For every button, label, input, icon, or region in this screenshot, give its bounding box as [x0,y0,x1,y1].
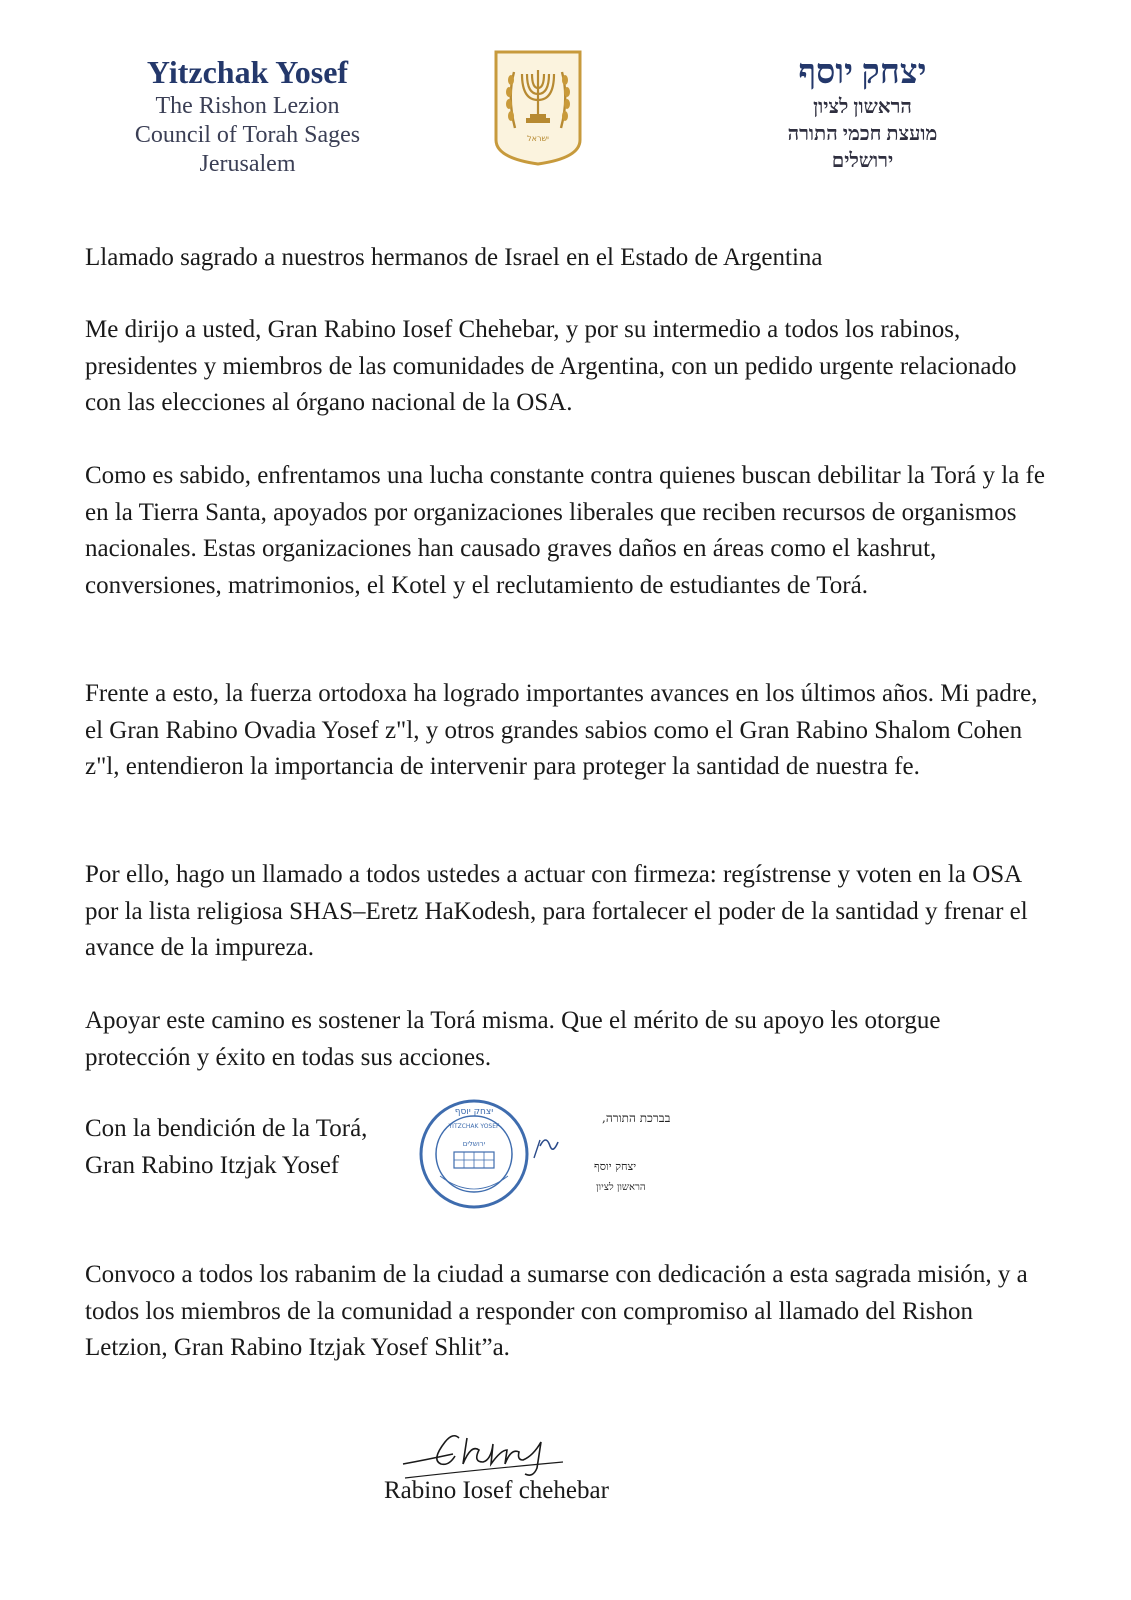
paragraph-3: Frente a esto, la fuerza ortodoxa ha logrado importantes avances en los últimos años. Mi padre, el Gran Rabino Ovadia Yosef z"l, y otros grandes sabios como el Gran Rabino Shalom Cohen z"l, entendieron la importancia de intervenir para proteger la santidad de nuestra fe. [85,680,1038,780]
letterhead-council-hebrew: מועצת חכמי התורה [787,123,938,145]
menorah-emblem-icon [492,48,584,166]
svg-text:יצחק יוסף: יצחק יוסף [454,1107,494,1117]
svg-text:יצחק יוסף: יצחק יוסף [594,1160,637,1173]
paragraph-1: Me dirijo a usted, Gran Rabino Iosef Chehebar, y por su intermedio a todos los rabinos, presidentes y miembros de las comunidades de Argentina, con un pedido urgente relacionado con las elecciones al órgano nacional de la OSA. [85,316,1017,416]
signer-name: Rabino Iosef chehebar [384,1477,609,1504]
svg-text:הראשון לציון: הראשון לציון [596,1182,646,1193]
handwritten-blessing-icon [512,1108,671,1204]
closing [85,1111,367,1184]
closing-name: Gran Rabino Itzjak Yosef [85,1151,340,1179]
letterhead-hebrew [755,52,970,175]
svg-text:ירושלים: ירושלים [462,1140,486,1148]
letter-title: Llamado sagrado a nuestros hermanos de Israel en el Estado de Argentina [85,244,823,271]
letterhead-council: Council of Torah Sages [134,122,361,148]
paragraph-5: Apoyar este camino es sostener la Torá misma. Que el mérito de su apoyo les otorgue protección y éxito en todas sus acciones. [85,1007,941,1071]
letterhead-title-hebrew: הראשון לציון [813,96,912,118]
paragraph-2: Como es sabido, enfrentamos una lucha constante contra quienes buscan debilitar la Torá y la fe en la Tierra Santa, apoyados por organizaciones liberales que reciben recursos de organismos nacionales. Estas organizaciones han causado graves daños en áreas como el kashrut, conversiones, matrimonios, el Kotel y el reclutamiento de estudiantes de Torá. [85,462,1045,599]
letterhead-city: Jerusalem [199,151,296,177]
postscript: Convoco a todos los rabanim de la ciudad a sumarse con dedicación a esta sagrada misión, y a todos los miembros de la comunidad a responder con compromiso al llamado del Rishon Letzion, Gran Rabino Itzjak Yosef Shlit”a. [85,1261,1028,1361]
letterhead-title: The Rishon Lezion [155,93,340,119]
letterhead-name: Yitzchak Yosef [146,54,349,90]
letterhead-name-hebrew: יצחק יוסף [798,54,927,91]
svg-text:בברכת התורה,: בברכת התורה, [602,1111,671,1125]
svg-text:YITZCHAK YOSEF: YITZCHAK YOSEF [448,1123,500,1130]
letterhead-english [110,52,385,179]
closing-blessing: Con la bendición de la Torá, [85,1115,368,1142]
letterhead [0,0,1131,200]
letterhead-city-hebrew: ירושלים [831,150,894,172]
svg-text:ישראל: ישראל [527,134,549,143]
paragraph-4: Por ello, hago un llamado a todos ustedes a actuar con firmeza: regístrense y voten en la OSA por la lista religiosa SHAS–Eretz HaKodesh, para fortalecer el poder de la santidad y frenar el avance de la impureza. [85,861,1028,961]
